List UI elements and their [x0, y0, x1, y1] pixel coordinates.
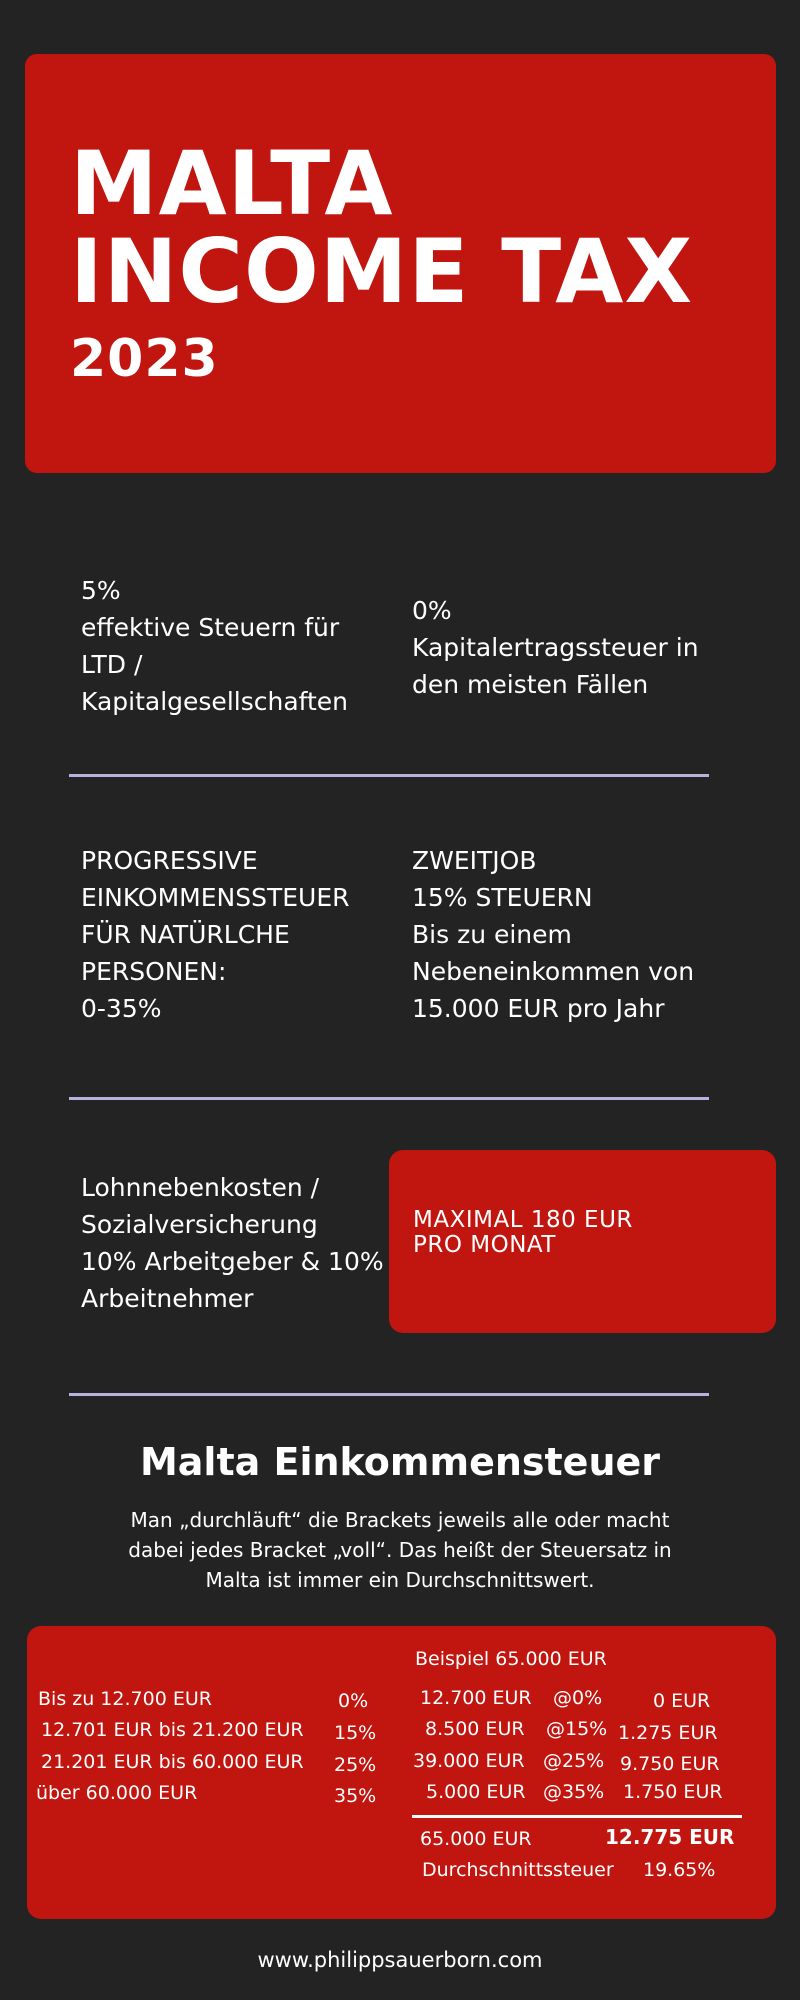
example-title: Beispiel 65.000 EUR: [415, 1648, 607, 1670]
corporate-tax-fact: 5% effektive Steuern für LTD / Kapitalgesellschaften: [81, 576, 349, 716]
bracket-rate: 35%: [334, 1785, 377, 1807]
bracket-rate: 0%: [338, 1690, 369, 1712]
example-tax: 9.750 EUR: [620, 1753, 720, 1775]
example-rate: @0%: [553, 1687, 603, 1709]
bracket-range: über 60.000 EUR: [36, 1782, 198, 1804]
average-tax-label: Durchschnittssteuer: [422, 1859, 614, 1881]
example-rate: @25%: [543, 1750, 605, 1772]
capital-gains-fact: 0% Kapitalertragssteuer in den meisten Fällen: [412, 596, 699, 699]
bracket-range: Bis zu 12.700 EUR: [38, 1688, 212, 1710]
bracket-range: 12.701 EUR bis 21.200 EUR: [41, 1719, 304, 1741]
example-amount: 8.500 EUR: [425, 1718, 525, 1740]
bracket-rate: 25%: [334, 1754, 377, 1776]
example-amount: 12.700 EUR: [420, 1687, 532, 1709]
example-rate: @15%: [546, 1718, 608, 1740]
example-amount: 39.000 EUR: [413, 1750, 525, 1772]
example-tax: 1.750 EUR: [623, 1781, 723, 1803]
hero-title-line2: INCOME TAX: [70, 220, 694, 323]
footer-website-link[interactable]: www.philippsauerborn.com: [257, 1948, 543, 1972]
hero-year: 2023: [70, 329, 219, 389]
example-tax: 1.275 EUR: [618, 1722, 718, 1744]
sum-rule: [412, 1815, 742, 1818]
progressive-tax-fact: PROGRESSIVE EINKOMMENSSTEUER FÜR NATÜRLCHE PERSONEN: 0-35%: [81, 846, 350, 1023]
second-job-fact: ZWEITJOB 15% STEUERN Bis zu einem Nebeneinkommen von 15.000 EUR pro Jahr: [412, 846, 695, 1023]
social-cap-text: MAXIMAL 180 EUR PRO MONAT: [413, 1207, 633, 1258]
average-tax-value: 19.65%: [643, 1859, 716, 1881]
section-title: Malta Einkommensteuer: [139, 1440, 661, 1484]
example-total-tax: 12.775 EUR: [605, 1825, 735, 1849]
bracket-range: 21.201 EUR bis 60.000 EUR: [41, 1751, 304, 1773]
hero-title-line1: MALTA: [70, 132, 394, 235]
divider-2: [69, 1097, 709, 1100]
example-rate: @35%: [543, 1781, 605, 1803]
social-security-fact: Lohnnebenkosten / Sozialversicherung 10% Arbeitgeber & 10% Arbeitnehmer: [81, 1173, 384, 1313]
divider-1: [69, 774, 709, 777]
divider-3: [69, 1393, 709, 1396]
example-tax: 0 EUR: [653, 1690, 711, 1712]
example-total-amount: 65.000 EUR: [420, 1828, 532, 1850]
section-intro: Man „durchläuft“ die Brackets jeweils alle oder macht dabei jedes Bracket „voll“. Das heißt der Steuersatz in Malta ist immer ein Durchschnittswert.: [128, 1508, 672, 1592]
example-amount: 5.000 EUR: [426, 1781, 526, 1803]
bracket-rate: 15%: [334, 1722, 377, 1744]
